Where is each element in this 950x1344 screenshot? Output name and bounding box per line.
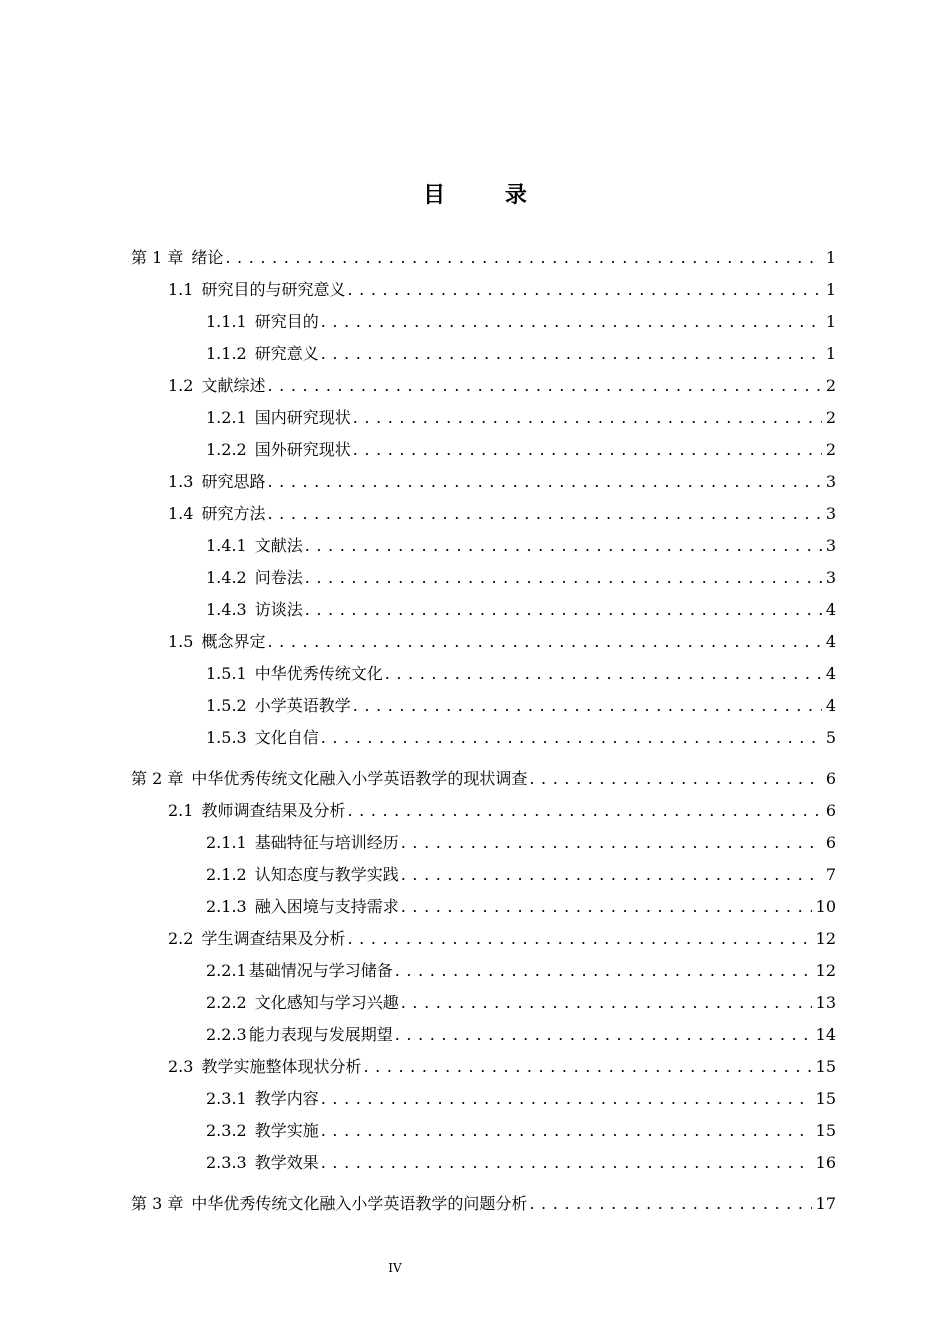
toc-entry-number: 2.3.1 [206, 1089, 247, 1108]
toc-entry[interactable] [0, 987, 950, 1019]
toc-entry[interactable] [0, 891, 950, 923]
toc-entry[interactable] [0, 306, 950, 338]
toc-entry-page: 2 [825, 408, 836, 427]
toc-entry-page: 1 [825, 248, 836, 267]
toc-dot-leader [401, 891, 812, 923]
toc-entry[interactable] [0, 594, 950, 626]
toc-entry-title [131, 763, 527, 795]
toc-entry-number: 1.1.2 [206, 344, 247, 363]
toc-entry-number: 1.5 [168, 632, 194, 651]
toc-entry-page: 7 [825, 865, 836, 884]
toc-entry[interactable] [0, 923, 950, 955]
toc-entry-page: 1 [825, 280, 836, 299]
toc-entry-number: 1.3 [168, 472, 194, 491]
toc-entry-title [206, 306, 319, 338]
toc-entry[interactable] [0, 242, 950, 274]
toc-entry-number: 2.2 [168, 929, 194, 948]
toc-entry-title [206, 562, 303, 594]
toc-entry-title [206, 955, 393, 987]
toc-entry-page: 2 [825, 440, 836, 459]
toc-entry-page: 15 [815, 1089, 836, 1108]
toc-entry-page: 4 [825, 600, 836, 619]
toc-entry[interactable] [0, 338, 950, 370]
toc-dot-leader [321, 1083, 812, 1115]
toc-entry-number: 1.1 [168, 280, 194, 299]
toc-entry[interactable] [0, 795, 950, 827]
toc-entry-page: 4 [825, 664, 836, 683]
toc-entry-page: 2 [825, 376, 836, 395]
toc-entry-label: 文化自信 [254, 728, 319, 747]
toc-entry-number: 2.1 [168, 801, 194, 820]
toc-dot-leader [347, 274, 821, 306]
toc-entry[interactable] [0, 1051, 950, 1083]
toc-entry-page: 15 [815, 1121, 836, 1140]
toc-entry[interactable] [0, 690, 950, 722]
toc-entry-title [206, 987, 399, 1019]
toc-entry-number: 1.5.2 [206, 696, 247, 715]
toc-entry-page: 14 [815, 1025, 836, 1044]
toc-dot-leader [321, 1147, 812, 1179]
toc-entry-number: 第 2 章 [131, 769, 184, 788]
toc-dot-leader [347, 795, 821, 827]
toc-entry-number: 1.2.2 [206, 440, 247, 459]
page-number-footer: IV [388, 1261, 402, 1275]
toc-entry[interactable] [0, 1115, 950, 1147]
toc-entry[interactable] [0, 1188, 950, 1220]
toc-entry-number: 1.4.2 [206, 568, 247, 587]
toc-entry-number: 2.1.2 [206, 865, 247, 884]
toc-entry[interactable] [0, 859, 950, 891]
toc-entry-title [206, 434, 351, 466]
toc-dot-leader [529, 763, 821, 795]
toc-entry-number: 2.1.3 [206, 897, 247, 916]
toc-entry[interactable] [0, 1083, 950, 1115]
toc-entry-page: 5 [825, 728, 836, 747]
toc-entry-label: 绪论 [191, 248, 224, 267]
toc-dot-leader [321, 1115, 812, 1147]
toc-entry[interactable] [0, 370, 950, 402]
toc-entry-title [206, 530, 303, 562]
toc-dot-leader [347, 923, 811, 955]
toc-entry-number: 2.3 [168, 1057, 194, 1076]
toc-entry-title [168, 498, 265, 530]
toc-entry-label: 教学效果 [254, 1153, 319, 1172]
toc-entry-title [168, 370, 265, 402]
toc-entry[interactable] [0, 626, 950, 658]
toc-entry-title [206, 1115, 319, 1147]
toc-entry-number: 1.2.1 [206, 408, 247, 427]
toc-entry-title [168, 923, 345, 955]
toc-entry-label: 国外研究现状 [254, 440, 351, 459]
toc-entry-label: 中华优秀传统文化融入小学英语教学的问题分析 [191, 1194, 528, 1213]
toc-entry[interactable] [0, 402, 950, 434]
toc-dot-leader [267, 626, 821, 658]
toc-entry-label: 研究目的与研究意义 [201, 280, 346, 299]
toc-entry-number: 1.5.3 [206, 728, 247, 747]
toc-dot-leader [363, 1051, 811, 1083]
toc-entry-label: 教师调查结果及分析 [201, 801, 346, 820]
toc-entry-page: 1 [825, 344, 836, 363]
toc-entry-title [206, 1083, 319, 1115]
toc-entry-label: 中华优秀传统文化融入小学英语教学的现状调查 [191, 769, 528, 788]
toc-dot-leader [401, 987, 812, 1019]
toc-entry-label: 教学实施整体现状分析 [201, 1057, 362, 1076]
toc-entry-page: 6 [825, 801, 836, 820]
toc-entry-label: 认知态度与教学实践 [254, 865, 399, 884]
toc-entry-label: 融入困境与支持需求 [254, 897, 399, 916]
toc-entry-number: 1.1.1 [206, 312, 247, 331]
toc-entry-title [168, 274, 345, 306]
toc-entry-title [131, 242, 223, 274]
toc-entry[interactable] [0, 562, 950, 594]
toc-entry-title [206, 827, 399, 859]
toc-entry-number: 1.4.3 [206, 600, 247, 619]
toc-dot-leader [395, 1019, 812, 1051]
toc-entry-label: 能力表现与发展期望 [248, 1025, 393, 1044]
toc-entry-title [206, 1019, 393, 1051]
toc-entry-label: 国内研究现状 [254, 408, 351, 427]
toc-entry-page: 12 [815, 929, 836, 948]
toc-entry-page: 1 [825, 312, 836, 331]
table-of-contents [0, 242, 950, 1220]
toc-entry[interactable] [0, 466, 950, 498]
toc-entry-title [206, 402, 351, 434]
toc-entry-page: 10 [815, 897, 836, 916]
toc-entry-page: 6 [825, 769, 836, 788]
page-title: 目 录 [423, 183, 553, 208]
toc-dot-leader [267, 498, 821, 530]
toc-entry-number: 1.5.1 [206, 664, 247, 683]
toc-entry-label: 教学内容 [254, 1089, 319, 1108]
toc-entry-title [206, 722, 319, 754]
toc-dot-leader [321, 722, 822, 754]
toc-entry-page: 4 [825, 696, 836, 715]
toc-entry-number: 1.4 [168, 504, 194, 523]
toc-entry[interactable] [0, 763, 950, 795]
toc-entry[interactable] [0, 1019, 950, 1051]
toc-entry-title [206, 859, 399, 891]
toc-entry-label: 概念界定 [201, 632, 266, 651]
toc-entry-label: 中华优秀传统文化 [254, 664, 383, 683]
toc-entry-title [206, 1147, 319, 1179]
toc-entry-label: 文献综述 [201, 376, 266, 395]
toc-entry[interactable] [0, 498, 950, 530]
toc-dot-leader [401, 859, 822, 891]
toc-dot-leader [305, 562, 822, 594]
toc-entry-title [206, 658, 383, 690]
toc-entry[interactable] [0, 274, 950, 306]
toc-dot-leader [353, 434, 822, 466]
toc-dot-leader [353, 690, 822, 722]
toc-dot-leader [321, 338, 822, 370]
toc-dot-leader [305, 594, 822, 626]
toc-entry-label: 小学英语教学 [254, 696, 351, 715]
toc-dot-leader [353, 402, 822, 434]
toc-entry-number: 2.2.2 [206, 993, 247, 1012]
toc-dot-leader [395, 955, 812, 987]
toc-entry-number: 第 1 章 [131, 248, 184, 267]
toc-entry-page: 15 [815, 1057, 836, 1076]
toc-entry-number: 第 3 章 [131, 1194, 184, 1213]
toc-entry-number: 1.4.1 [206, 536, 247, 555]
toc-entry-page: 3 [825, 568, 836, 587]
toc-entry-page: 3 [825, 504, 836, 523]
toc-entry-title [168, 795, 345, 827]
toc-entry-number: 2.2.3 [206, 1025, 247, 1044]
toc-entry-title [206, 891, 399, 923]
toc-entry[interactable] [0, 434, 950, 466]
toc-entry-title [206, 594, 303, 626]
toc-entry-number: 2.3.3 [206, 1153, 247, 1172]
toc-entry-label: 文化感知与学习兴趣 [254, 993, 399, 1012]
toc-dot-leader [321, 306, 822, 338]
toc-entry-page: 17 [815, 1194, 836, 1213]
toc-entry-title [168, 1051, 361, 1083]
toc-entry-page: 13 [815, 993, 836, 1012]
toc-entry[interactable] [0, 955, 950, 987]
toc-entry[interactable] [0, 530, 950, 562]
toc-entry-label: 研究思路 [201, 472, 266, 491]
toc-entry-title [168, 626, 265, 658]
toc-entry-number: 2.2.1 [206, 961, 247, 980]
toc-entry-label: 教学实施 [254, 1121, 319, 1140]
toc-entry[interactable] [0, 1147, 950, 1179]
toc-dot-leader [305, 530, 822, 562]
toc-entry-page: 6 [825, 833, 836, 852]
toc-entry-label: 访谈法 [254, 600, 303, 619]
toc-entry-page: 3 [825, 472, 836, 491]
toc-entry-label: 基础特征与培训经历 [254, 833, 399, 852]
toc-entry[interactable] [0, 722, 950, 754]
toc-dot-leader [225, 242, 821, 274]
toc-dot-leader [401, 827, 822, 859]
toc-entry[interactable] [0, 658, 950, 690]
toc-entry-title [131, 1188, 527, 1220]
toc-dot-leader [385, 658, 822, 690]
toc-entry-page: 12 [815, 961, 836, 980]
toc-entry-label: 研究方法 [201, 504, 266, 523]
toc-entry-number: 1.2 [168, 376, 194, 395]
toc-entry-number: 2.1.1 [206, 833, 247, 852]
toc-entry-title [206, 690, 351, 722]
toc-entry-page: 4 [825, 632, 836, 651]
toc-entry-title [206, 338, 319, 370]
toc-entry-number: 2.3.2 [206, 1121, 247, 1140]
toc-dot-leader [529, 1188, 811, 1220]
toc-entry-label: 研究意义 [254, 344, 319, 363]
toc-dot-leader [267, 466, 821, 498]
toc-entry-label: 学生调查结果及分析 [201, 929, 346, 948]
toc-entry-label: 问卷法 [254, 568, 303, 587]
toc-dot-leader [267, 370, 821, 402]
toc-entry[interactable] [0, 827, 950, 859]
toc-entry-label: 研究目的 [254, 312, 319, 331]
toc-entry-page: 3 [825, 536, 836, 555]
toc-entry-page: 16 [815, 1153, 836, 1172]
toc-entry-title [168, 466, 265, 498]
toc-entry-label: 基础情况与学习储备 [248, 961, 393, 980]
toc-entry-label: 文献法 [254, 536, 303, 555]
